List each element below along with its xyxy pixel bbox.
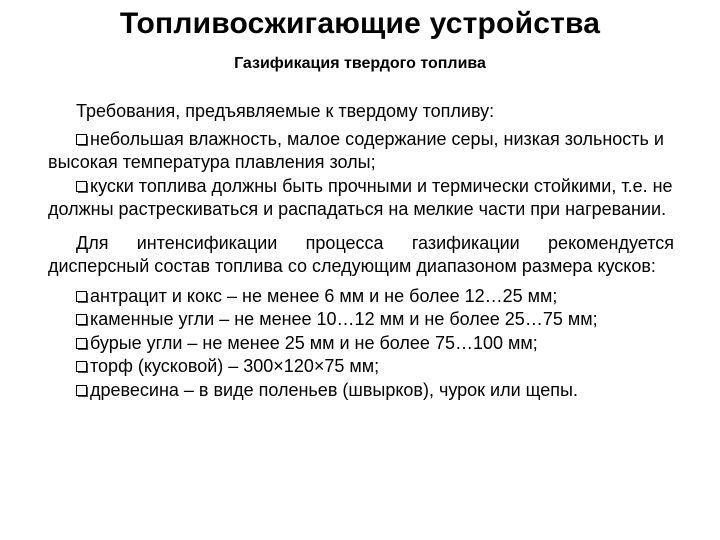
size-list [48, 285, 674, 403]
list-item-text: антрацит и кокс – не менее 6 мм и не более 12…25 мм; [90, 285, 558, 306]
list-item [48, 332, 674, 356]
list-item [48, 128, 674, 175]
list-item [48, 175, 674, 222]
checkbox-square-icon [76, 314, 88, 326]
list-item [48, 308, 674, 332]
size-paragraph: Для интенсификации процесса газификации рекомендуется дисперсный состав топлива со следующим диапазоном размера кусков: [48, 232, 674, 276]
requirements-intro: Требования, предъявляемые к твердому топливу: [76, 101, 495, 121]
list-item-text: куски топлива должны быть прочными и термически стойкими, т.е. не должны растрескиваться и распадаться на мелкие части при нагревании. [48, 175, 673, 219]
list-item-text: торф (кусковой) – 300×120×75 мм; [90, 356, 380, 376]
checkbox-square-icon [76, 361, 88, 373]
list-item [48, 285, 674, 309]
list-item [48, 355, 674, 379]
slide-title: Топливосжигающие устройства [119, 7, 601, 40]
list-item-text: древесина – в виде поленьев (швырков), чурок или щепы. [90, 379, 578, 400]
checkbox-square-icon [76, 338, 88, 350]
checkbox-square-icon [76, 134, 88, 146]
list-item-text: бурые угли – не менее 25 мм и не более 75…100 мм; [90, 332, 538, 353]
requirements-list [48, 128, 674, 222]
slide-content [48, 100, 674, 402]
list-item-text: небольшая влажность, малое содержание серы, низкая зольность и высокая температура плавления золы; [48, 128, 664, 172]
checkbox-square-icon [76, 385, 88, 397]
checkbox-square-icon [76, 181, 88, 193]
slide-subtitle: Газификация твердого топлива [234, 55, 486, 72]
list-item-text: каменные угли – не менее 10…12 мм и не более 25…75 мм; [90, 309, 598, 329]
checkbox-square-icon [76, 291, 88, 303]
list-item [48, 379, 674, 403]
